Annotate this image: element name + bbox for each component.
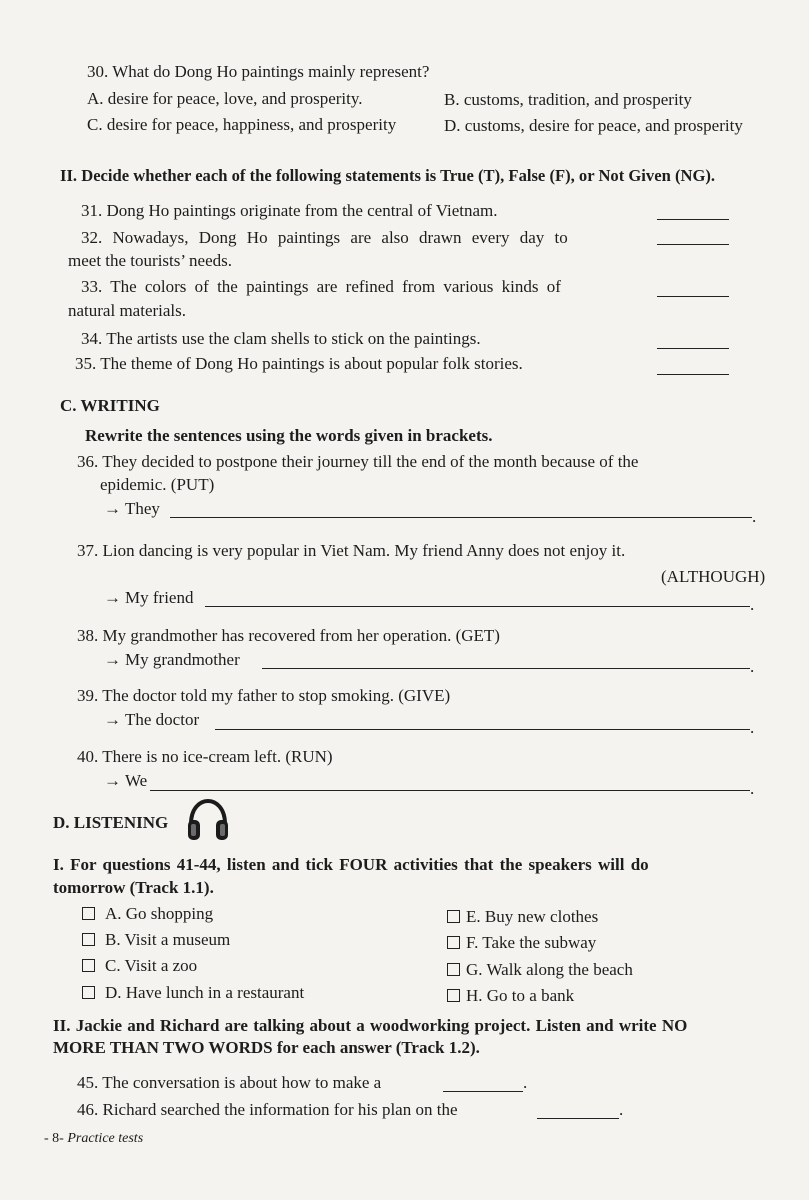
option-e-label: E. Buy new clothes — [466, 907, 599, 926]
answer-line-37[interactable] — [205, 606, 750, 607]
answer-39-prompt — [104, 710, 199, 730]
line-end-dot: . — [752, 507, 757, 526]
listening-part-i-line2: tomorrow (Track 1.1). — [53, 878, 214, 897]
option-b[interactable] — [82, 930, 230, 950]
answer-blank-33[interactable] — [657, 296, 729, 297]
option-b-label: B. Visit a museum — [105, 930, 231, 949]
line-end-dot: . — [750, 595, 755, 614]
writing-heading: C. WRITING — [60, 396, 160, 415]
question-37-hint: (ALTHOUGH) — [661, 567, 766, 586]
answer-37-prompt — [104, 588, 193, 608]
option-c-label: C. Visit a zoo — [105, 956, 198, 975]
headphones-icon — [186, 798, 230, 844]
q30-option-d: D. customs, desire for peace, and prosperity — [444, 116, 743, 135]
option-f-label: F. Take the subway — [466, 933, 597, 952]
q30-option-c: C. desire for peace, happiness, and prosperity — [87, 115, 397, 134]
checkbox-icon[interactable] — [82, 907, 95, 920]
answer-39-start: The doctor — [125, 710, 200, 729]
option-a-label: A. Go shopping — [105, 904, 214, 923]
line-end-dot: . — [750, 779, 755, 798]
answer-40-start: We — [125, 771, 148, 790]
listening-heading: D. LISTENING — [53, 813, 169, 832]
answer-blank-32[interactable] — [657, 244, 729, 245]
page-footer — [44, 1131, 143, 1147]
q30-option-b: B. customs, tradition, and prosperity — [444, 90, 692, 109]
option-a[interactable] — [82, 904, 213, 924]
statement-34: 34. The artists use the clam shells to stick on the paintings. — [81, 329, 481, 348]
arrow-icon: → — [104, 499, 121, 518]
option-g[interactable] — [447, 960, 633, 980]
option-h[interactable] — [447, 986, 574, 1006]
question-45: 45. The conversation is about how to make a — [77, 1073, 382, 1092]
line-end-dot: . — [619, 1100, 624, 1119]
answer-36-start: They — [125, 499, 160, 518]
listening-part-i-line1: I. For questions 41-44, listen and tick FOUR activities that the speakers will do — [53, 855, 649, 874]
question-40: 40. There is no ice-cream left. (RUN) — [77, 747, 333, 766]
page-number: - 8- — [44, 1131, 64, 1146]
answer-blank-31[interactable] — [657, 219, 729, 220]
statement-32-line2: meet the tourists’ needs. — [68, 251, 232, 270]
answer-blank-34[interactable] — [657, 348, 729, 349]
checkbox-icon[interactable] — [447, 989, 460, 1002]
answer-line-39[interactable] — [215, 729, 750, 730]
line-end-dot: . — [523, 1073, 528, 1092]
arrow-icon: → — [104, 771, 121, 790]
arrow-icon: → — [104, 588, 121, 607]
statement-31: 31. Dong Ho paintings originate from the central of Vietnam. — [81, 201, 498, 220]
answer-line-38[interactable] — [262, 668, 750, 669]
writing-instruction: Rewrite the sentences using the words given in brackets. — [85, 426, 493, 445]
option-c[interactable] — [82, 956, 197, 976]
statement-33-line1: 33. The colors of the paintings are refined from various kinds of — [81, 277, 561, 296]
question-38: 38. My grandmother has recovered from her operation. (GET) — [77, 626, 500, 645]
checkbox-icon[interactable] — [447, 963, 460, 976]
answer-line-40[interactable] — [150, 790, 750, 791]
answer-blank-45[interactable] — [443, 1091, 523, 1092]
answer-blank-35[interactable] — [657, 374, 729, 375]
statement-33-line2: natural materials. — [68, 301, 187, 320]
arrow-icon: → — [104, 650, 121, 669]
arrow-icon: → — [104, 710, 121, 729]
answer-37-start: My friend — [125, 588, 194, 607]
option-d-label: D. Have lunch in a restaurant — [105, 983, 305, 1002]
option-e[interactable] — [447, 907, 598, 927]
section-ii-heading: II. Decide whether each of the following statements is True (T), False (F), or Not Given (NG). — [60, 166, 716, 185]
answer-36-prompt — [104, 499, 160, 519]
question-39: 39. The doctor told my father to stop smoking. (GIVE) — [77, 686, 451, 705]
question-36-line2: epidemic. (PUT) — [100, 475, 215, 494]
checkbox-icon[interactable] — [447, 936, 460, 949]
option-g-label: G. Walk along the beach — [466, 960, 633, 979]
answer-40-prompt — [104, 771, 147, 791]
answer-line-36[interactable] — [170, 517, 752, 518]
option-f[interactable] — [447, 933, 596, 953]
checkbox-icon[interactable] — [82, 959, 95, 972]
line-end-dot: . — [750, 718, 755, 737]
statement-32-line1: 32. Nowadays, Dong Ho paintings are also drawn every day to — [81, 228, 568, 247]
answer-38-start: My grandmother — [125, 650, 240, 669]
question-37: 37. Lion dancing is very popular in Viet Nam. My friend Anny does not enjoy it. — [77, 541, 626, 560]
book-title: Practice tests — [67, 1131, 144, 1146]
q30-option-a: A. desire for peace, love, and prosperity. — [87, 89, 363, 108]
answer-blank-46[interactable] — [537, 1118, 619, 1119]
checkbox-icon[interactable] — [82, 986, 95, 999]
line-end-dot: . — [750, 657, 755, 676]
answer-38-prompt — [104, 650, 240, 670]
listening-part-ii-line1: II. Jackie and Richard are talking about a woodworking project. Listen and write NO — [53, 1016, 688, 1035]
question-46: 46. Richard searched the information for his plan on the — [77, 1100, 458, 1119]
statement-35: 35. The theme of Dong Ho paintings is about popular folk stories. — [75, 354, 523, 373]
checkbox-icon[interactable] — [447, 910, 460, 923]
listening-part-ii-line2: MORE THAN TWO WORDS for each answer (Track 1.2). — [53, 1038, 480, 1057]
question-30: 30. What do Dong Ho paintings mainly represent? — [87, 62, 430, 81]
option-h-label: H. Go to a bank — [466, 986, 575, 1005]
question-36-line1: 36. They decided to postpone their journey till the end of the month because of the — [77, 452, 639, 471]
option-d[interactable] — [82, 983, 304, 1003]
checkbox-icon[interactable] — [82, 933, 95, 946]
